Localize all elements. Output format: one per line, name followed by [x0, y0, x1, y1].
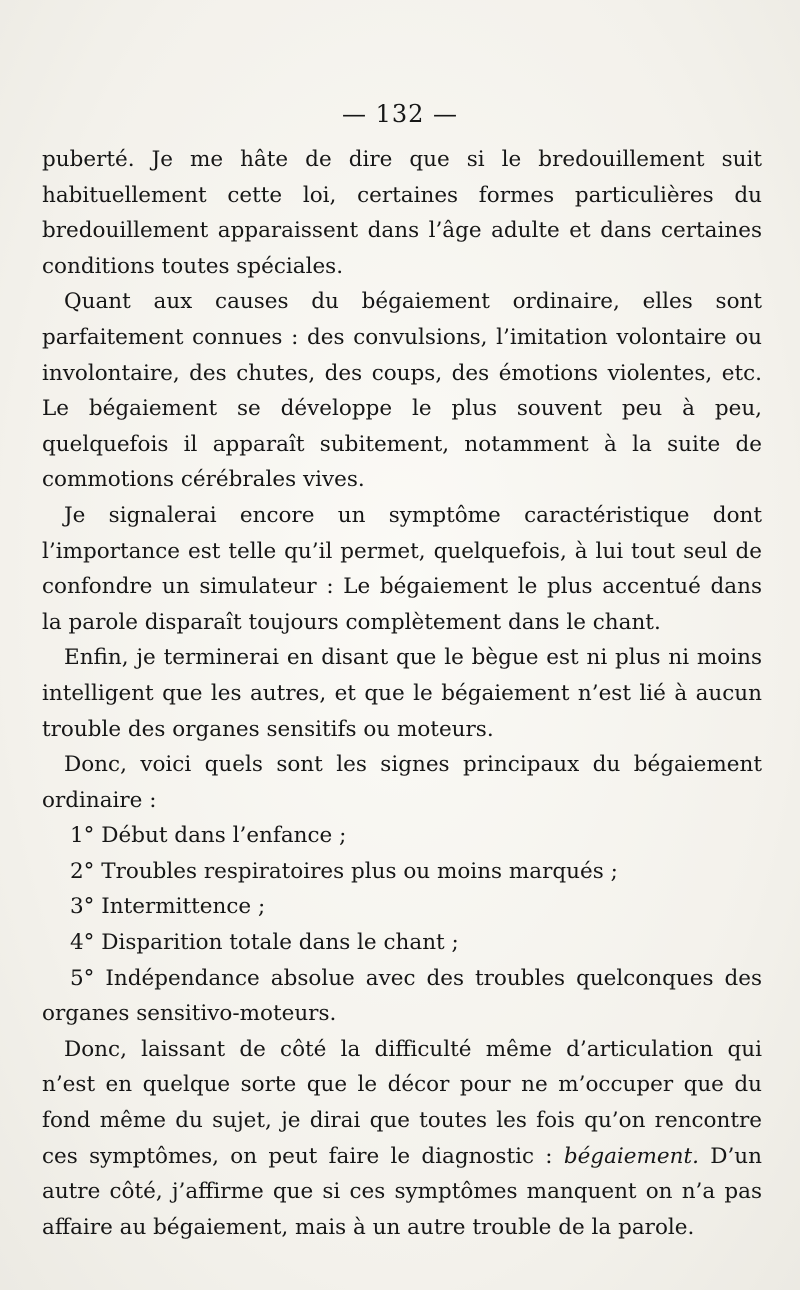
sign-item-4: 4° Disparition totale dans le chant ;	[70, 930, 459, 956]
paragraph-symptome: Je signalerai encore un symptôme caractéristique dont l’importance est telle qu’il permet, quelquefois, à lui tout seul de confondre un simulateur : Le bégaiement le plus accentué dans la parole disparaît toujours complètement dans le chant.	[42, 502, 762, 635]
paragraph-puberte: puberté. Je me hâte de dire que si le bredouillement suit habituellement cette loi, certaines formes particulières du bredouillement apparaissent dans l’âge adulte et dans certaines conditions toutes spéciales.	[42, 147, 762, 279]
paragraph-enfin: Enfin, je terminerai en disant que le bègue est ni plus ni moins intelligent que les autres, et que le bégaiement n’est lié à aucun trouble des organes sensitifs ou moteurs.	[42, 645, 762, 742]
page-number: — 132 —	[341, 100, 459, 128]
sign-item-2: 2° Troubles respiratoires plus ou moins marqués ;	[70, 858, 618, 884]
signs-list	[42, 818, 762, 1032]
sign-item-3: 3° Intermittence ;	[70, 894, 266, 920]
sign-item-5: 5° Indépendance absolue avec des troubles quelconques des organes sensitivo-moteurs.	[42, 965, 762, 1027]
diagnostic-text-start: Donc, laissant de côté la difficulté même d’articulation qui n’est en quelque sorte que le décor pour ne m’occuper que du fond même du sujet, je dirai que toutes les fois qu’on rencontre ces symptômes, on peut faire le diagnostic :	[42, 1036, 762, 1169]
sign-item-1: 1° Début dans l’enfance ;	[70, 823, 347, 849]
diagnostic-text-end: D’un autre côté, j’affirme que si ces symptômes manquent on n’a pas affaire au bégaiement, mais à un autre trouble de la parole.	[42, 1143, 762, 1240]
diagnostic-emphasis: bégaiement.	[563, 1143, 699, 1169]
paragraph-diagnostic	[42, 1032, 762, 1246]
paragraph-signes-intro: Donc, voici quels sont les signes principaux du bégaiement ordinaire :	[42, 752, 762, 813]
body-text	[42, 142, 762, 1245]
paragraph-causes: Quant aux causes du bégaiement ordinaire, elles sont parfaitement connues : des convulsions, l’imitation volontaire ou involontaire, des chutes, des coups, des émotions violentes, etc. Le bégaiement se développe le plus souvent peu à peu, quelquefois il apparaît subitement, notamment à la suite de commotions cérébrales vives.	[42, 289, 762, 493]
